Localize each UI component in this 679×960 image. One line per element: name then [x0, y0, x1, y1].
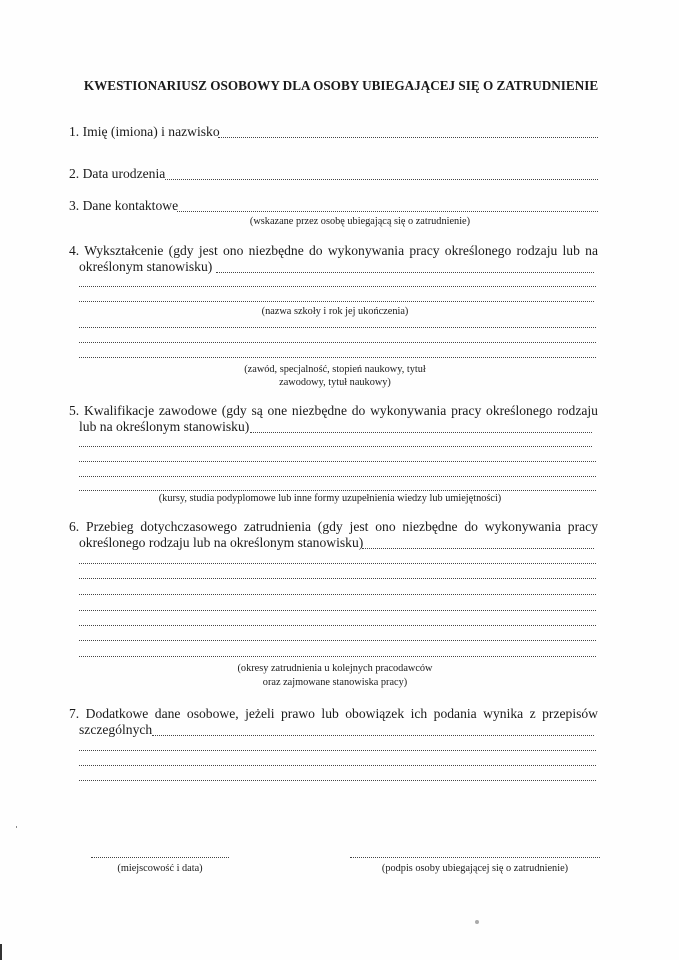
education-input-line[interactable] — [79, 340, 596, 343]
field-5-label — [69, 403, 598, 419]
scan-edge — [0, 944, 2, 960]
contact-input-line[interactable] — [177, 209, 598, 212]
qualifications-input-line[interactable] — [79, 488, 596, 491]
qualifications-input-line[interactable] — [79, 459, 596, 462]
qualifications-input-line[interactable] — [79, 474, 596, 477]
field-number: 3. — [69, 198, 80, 213]
field-4-label — [69, 243, 598, 259]
scan-speck — [475, 920, 479, 924]
field-number: 2. — [69, 166, 80, 181]
field-number: 5. — [69, 403, 80, 418]
field-number: 4. — [69, 243, 80, 258]
field-label: Dodatkowe dane osobowe, jeżeli prawo lub obowiązek ich podania wynika z przepisów — [85, 706, 598, 721]
name-input-line[interactable] — [218, 135, 598, 138]
education-input-line[interactable] — [79, 325, 596, 328]
birth-date-input-line[interactable] — [165, 177, 598, 180]
field-number: 7. — [69, 706, 80, 721]
employment-input-line[interactable] — [79, 623, 596, 626]
field-number: 6. — [69, 519, 80, 534]
document-title: KWESTIONARIUSZ OSOBOWY DLA OSOBY UBIEGAJĄCEJ SIĘ O ZATRUDNIENIE — [83, 78, 599, 93]
school-caption: (nazwa szkoły i rok jej ukończenia) — [261, 306, 409, 317]
field-5-label-cont: lub na określonym stanowisku) — [79, 419, 250, 434]
field-3-label — [69, 198, 178, 214]
employment-input-line[interactable] — [79, 608, 596, 611]
employment-input-line[interactable] — [79, 638, 596, 641]
employment-input-line[interactable] — [79, 576, 596, 579]
field-2-label — [69, 166, 165, 182]
field-label: Wykształcenie (gdy jest ono niezbędne do wykonywania pracy określonego rodzaju lub na — [84, 243, 598, 258]
profession-caption-1: (zawód, specjalność, stopień naukowy, tytuł — [244, 364, 426, 375]
employment-input-line[interactable] — [79, 561, 596, 564]
signature-caption: (podpis osoby ubiegającej się o zatrudnienie) — [381, 863, 569, 874]
field-number: 1. — [69, 124, 80, 139]
additional-data-input-line[interactable] — [152, 733, 594, 736]
field-7-label — [69, 706, 598, 722]
qualifications-caption: (kursy, studia podyplomowe lub inne formy uzupełnienia wiedzy lub umiejętności) — [158, 493, 502, 504]
field-6-label-cont: określonego rodzaju lub na określonym stanowisku) — [79, 535, 364, 550]
field-7-label-cont: szczególnych — [79, 722, 153, 737]
employment-input-line[interactable] — [79, 592, 596, 595]
additional-data-input-line[interactable] — [79, 778, 596, 781]
place-date-caption: (miejscowość i data) — [117, 863, 203, 874]
education-input-line[interactable] — [79, 284, 596, 287]
field-label: Imię (imiona) i nazwisko — [82, 124, 220, 139]
qualifications-input-line[interactable] — [79, 444, 592, 447]
field-label: Kwalifikacje zawodowe (gdy są one niezbędne do wykonywania pracy określonego rodzaju — [83, 403, 598, 418]
profession-caption-2: zawodowy, tytuł naukowy) — [279, 377, 391, 388]
education-input-line[interactable] — [216, 270, 594, 273]
additional-data-input-line[interactable] — [79, 763, 596, 766]
field-4-label-cont: określonym stanowisku) — [79, 259, 213, 274]
employment-input-line[interactable] — [362, 546, 594, 549]
field-1-label — [69, 124, 220, 140]
scan-speck — [16, 826, 17, 828]
employment-caption-2: oraz zajmowane stanowiska pracy) — [262, 677, 408, 688]
education-input-line[interactable] — [79, 355, 596, 358]
education-input-line[interactable] — [79, 299, 594, 302]
signature-input-line[interactable] — [350, 855, 600, 858]
field-label: Data urodzenia — [82, 166, 166, 181]
employment-input-line[interactable] — [79, 654, 596, 657]
field-6-label — [69, 519, 598, 535]
additional-data-input-line[interactable] — [79, 748, 596, 751]
contact-caption: (wskazane przez osobę ubiegającą się o zatrudnienie) — [249, 216, 471, 227]
field-label: Przebieg dotychczasowego zatrudnienia (gdy jest ono niezbędne do wykonywania pracy — [86, 519, 598, 534]
employment-caption-1: (okresy zatrudnienia u kolejnych pracodawców — [237, 663, 433, 674]
field-label: Dane kontaktowe — [82, 198, 179, 213]
place-date-input-line[interactable] — [91, 855, 229, 858]
qualifications-input-line[interactable] — [250, 430, 592, 433]
